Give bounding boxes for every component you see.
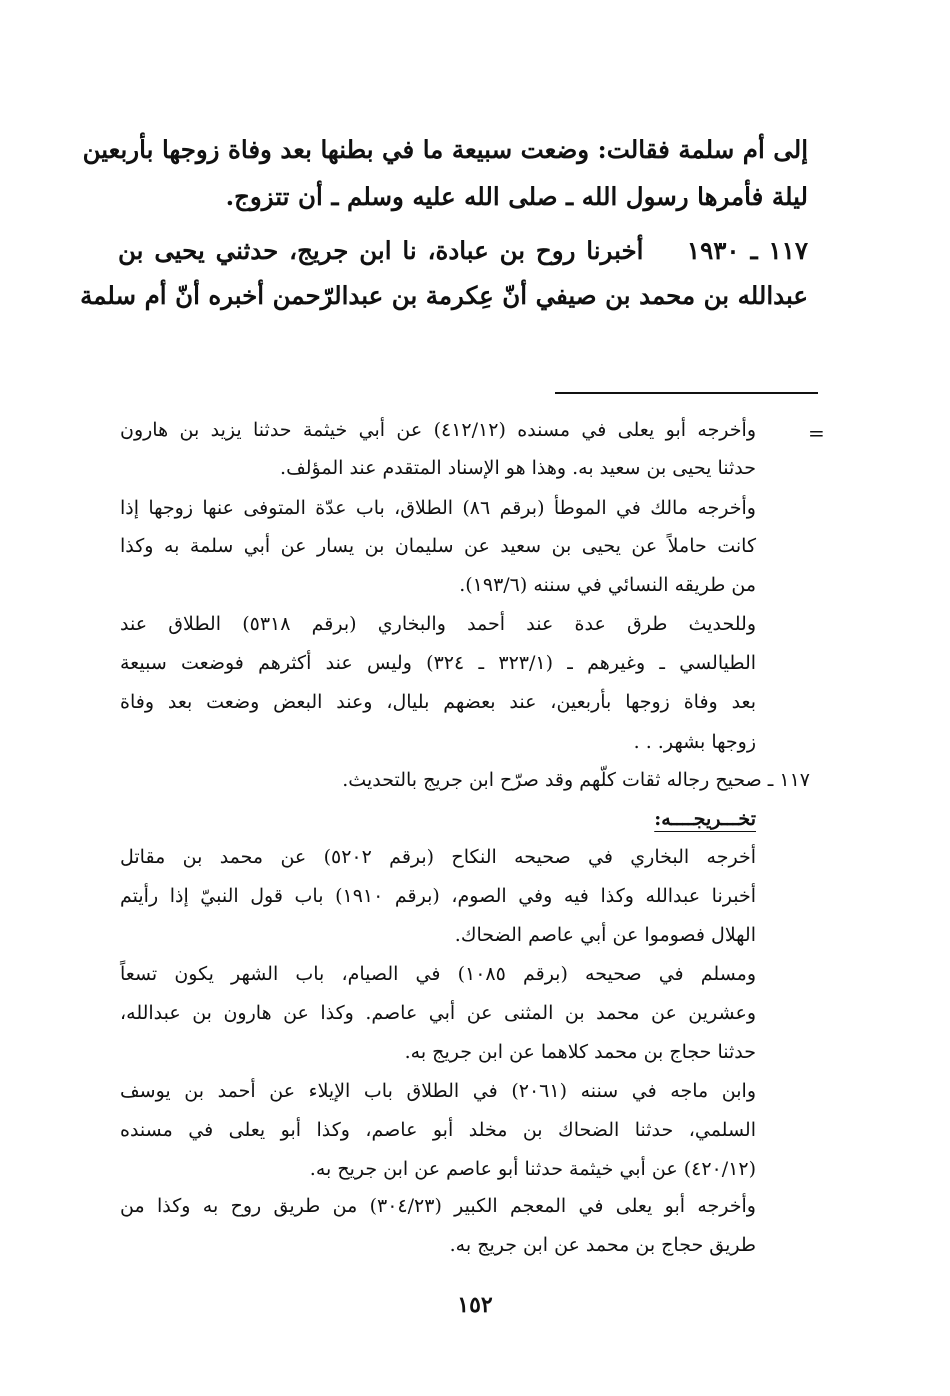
continuation-marker: = <box>808 421 825 445</box>
footnote-line: كانت حاملاً عن يحيى بن سعيد عن سليمان بن يسار عن أبي سلمة به وكذا <box>120 535 756 557</box>
footnote-line: حدثنا حجاج بن محمد كلاهما عن ابن جريج به. <box>404 1041 756 1063</box>
footnote-line: طريق حجاج بن محمد عن ابن جريج به. <box>449 1234 756 1256</box>
footnote-line: وابن ماجه في سننه (٢٠٦١) في الطلاق باب الإيلاء عن أحمد بن يوسف <box>120 1080 756 1102</box>
footnote-line: من طريقه النسائي في سننه (١٩٣/٦). <box>459 574 756 596</box>
footnote-line: ومسلم في صحيحه (برقم ١٠٨٥) في الصيام، باب الشهر يكون تسعاً <box>120 963 756 985</box>
footnote-117-grading: ١١٧ ـ صحيح رجاله ثقات كلّهم وقد صرّح ابن جريج بالتحديث. <box>342 769 810 791</box>
footnote-separator <box>555 392 818 394</box>
hadith-117-line-1: ١١٧ ـ ١٩٣٠ أخبرنا روح بن عبادة، نا ابن جريج، حدثني يحيى بن <box>118 236 808 265</box>
footnote-line: وعشرين عن محمد بن المثنى عن أبي عاصم. وكذا عن هارون بن عبدالله، <box>120 1002 756 1024</box>
takhrij-heading: تخـــريجــــه: <box>654 808 756 830</box>
footnote-line: الهلال فصوموا عن أبي عاصم الضحاك. <box>454 924 756 946</box>
footnote-line: حدثنا يحيى بن سعيد به. وهذا هو الإسناد المتقدم عند المؤلف. <box>280 457 756 479</box>
footnote-line: وأخرجه مالك في الموطأ (برقم ٨٦) الطلاق، باب عدّة المتوفى عنها زوجها إذا <box>120 497 756 519</box>
page-number: ١٥٢ <box>457 1292 493 1318</box>
footnote-line: وأخرجه أبو يعلى في مسنده (٤١٢/١٢) عن أبي خيثمة حدثنا يزيد بن هارون <box>120 419 756 441</box>
main-text-line-1: إلى أم سلمة فقالت: وضعت سبيعة ما في بطنها بعد وفاة زوجها بأربعين <box>82 135 808 164</box>
main-text-line-2: ليلة فأمرها رسول الله ـ صلى الله عليه وسلم ـ أن تتزوج. <box>225 182 808 211</box>
footnote-line: الطيالسي ـ وغيرهم ـ (٣٢٣/١ ـ ٣٢٤) وليس عند أكثرهم فوضعت سبيعة <box>120 652 757 674</box>
footnote-line: أخبرنا عبدالله وكذا فيه وفي الصوم، (برقم ١٩١٠) باب قول النبيّ إذا رأيتم <box>120 885 756 907</box>
footnote-line: زوجها بشهر. . . <box>633 731 756 753</box>
footnote-line: أخرجه البخاري في صحيحه النكاح (برقم ٥٢٠٢) عن محمد بن مقاتل <box>120 846 756 868</box>
footnote-line: وللحديث طرق عدة عند أحمد والبخاري (برقم ٥٣١٨) الطلاق عند <box>120 613 756 635</box>
footnote-line: بعد وفاة زوجها بأربعين، عند بعضهم بليال، وعند البعض وضعت بعد وفاة <box>120 691 756 713</box>
footnote-line: وأخرجه أبو يعلى في المعجم الكبير (٣٠٤/٢٣) من طريق روح به وكذا من <box>120 1195 756 1217</box>
footnote-line: (٤٢٠/١٢) عن أبي خيثمة حدثنا أبو عاصم عن ابن جريح به. <box>309 1158 756 1180</box>
hadith-117-line-2: عبدالله بن محمد بن صيفي أنّ عِكرمة بن عبدالرّحمن أخبره أنّ أم سلمة <box>80 281 808 310</box>
footnote-line: السلمي، حدثنا الضحاك بن مخلد أبو عاصم، وكذا أبو يعلى في مسنده <box>120 1119 756 1141</box>
